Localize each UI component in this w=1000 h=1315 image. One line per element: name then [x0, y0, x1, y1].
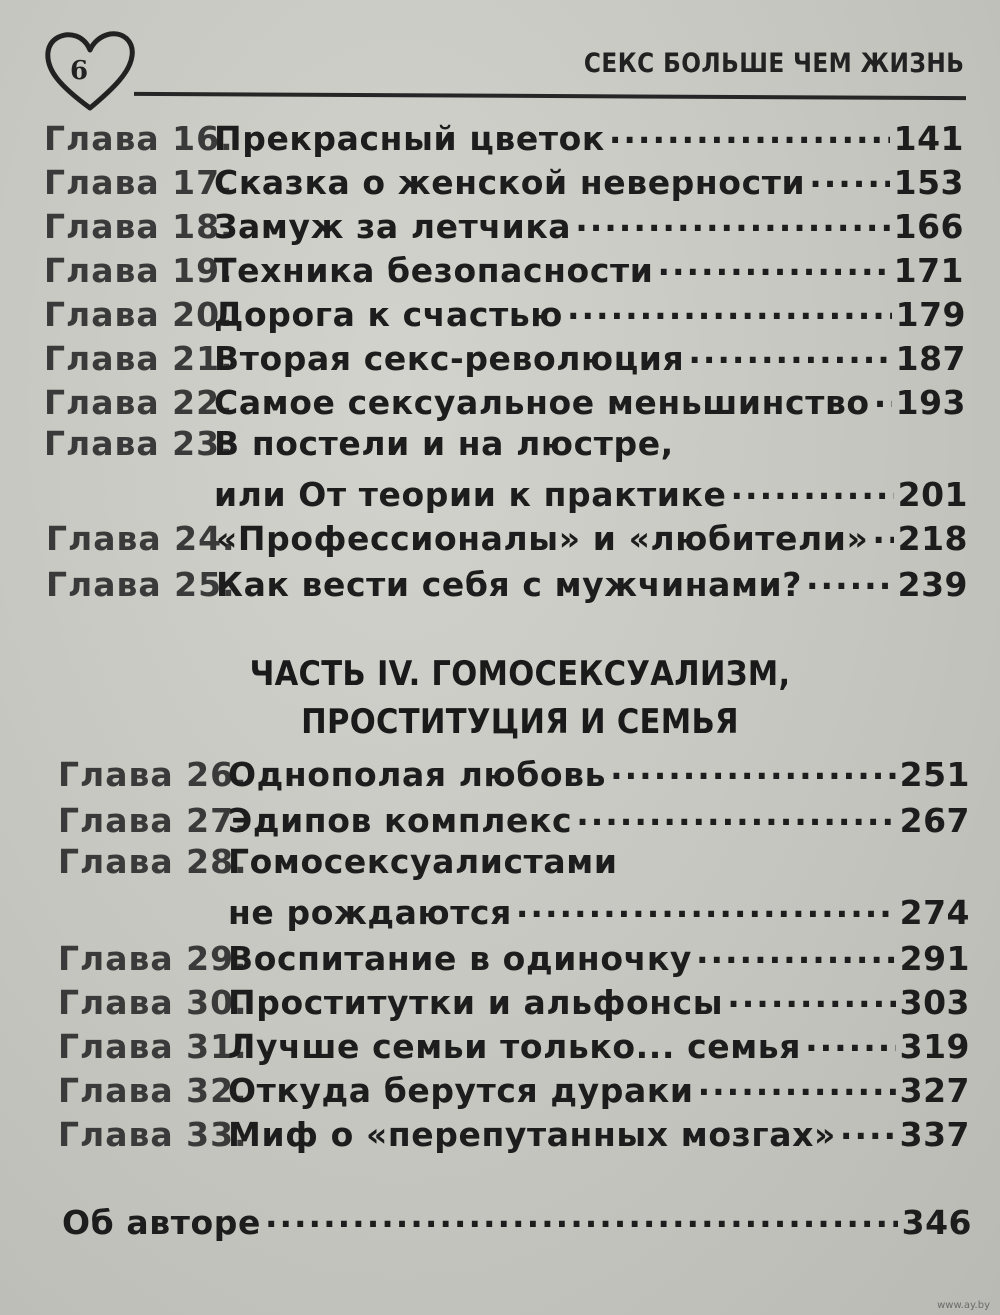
toc-entry: [44, 378, 966, 422]
chapter-title: Эдипов комплекс: [228, 801, 573, 840]
chapter-page: 274: [899, 893, 970, 932]
chapter-title: Сказка о женской неверности: [214, 163, 806, 202]
part-heading-line-2: ПРОСТИТУЦИЯ И СЕМЬЯ: [301, 702, 739, 742]
chapter-title: Как вести себя с мужчинами?: [216, 565, 803, 604]
toc-entry: [46, 560, 968, 604]
leader-dots: [698, 1066, 896, 1102]
chapter-page: 239: [897, 565, 968, 604]
chapter-label: Глава 30.: [58, 983, 248, 1022]
chapter-title-continuation: не рождаются: [228, 893, 512, 932]
leader-dots: [731, 470, 894, 506]
leader-dots: [809, 158, 889, 194]
leader-dots: [840, 1110, 896, 1146]
chapter-title: Замуж за летчика: [214, 207, 572, 246]
chapter-title: Откуда берутся дураки: [228, 1071, 694, 1110]
toc-entry: [58, 842, 970, 886]
toc-entry: [44, 424, 966, 468]
running-title: СЕКС БОЛЬШЕ ЧЕМ ЖИЗНЬ: [583, 48, 964, 79]
leader-dots: [872, 514, 893, 550]
chapter-page: 171: [893, 251, 964, 290]
toc-entry-about: [62, 1198, 972, 1242]
chapter-title: Миф о «перепутанных мозгах»: [228, 1115, 836, 1154]
chapter-page: 267: [899, 801, 970, 840]
chapter-label: Глава 26.: [58, 755, 248, 794]
chapter-label: Глава 23.: [44, 424, 234, 463]
chapter-title: Вторая секс-революция: [214, 339, 685, 378]
chapter-title: Самое сексуальное меньшинство: [214, 383, 870, 422]
toc-entry: [44, 290, 966, 334]
about-title: Об авторе: [62, 1203, 261, 1242]
leader-dots: [567, 290, 892, 326]
chapter-page: 303: [899, 983, 970, 1022]
leader-dots: [576, 796, 895, 832]
chapter-label: Глава 33.: [58, 1115, 248, 1154]
toc-entry: [44, 158, 964, 202]
chapter-title-continuation: или От теории к практике: [214, 475, 727, 514]
chapter-page: 337: [899, 1115, 970, 1154]
toc-entry: [58, 934, 970, 978]
chapter-page: 166: [893, 207, 964, 246]
chapter-page: 218: [897, 519, 968, 558]
chapter-label: Глава 31.: [58, 1027, 248, 1066]
chapter-label: Глава 22.: [44, 383, 234, 422]
chapter-label: Глава 29.: [58, 939, 248, 978]
leader-dots: [696, 934, 896, 970]
toc-entry: [58, 1110, 970, 1154]
toc-entry: [58, 978, 970, 1022]
chapter-page: 153: [893, 163, 964, 202]
chapter-label: Глава 25.: [46, 565, 236, 604]
chapter-title: Гомосексуалистами: [228, 842, 618, 881]
chapter-page: 327: [899, 1071, 970, 1110]
chapter-title: В постели и на люстре,: [214, 424, 674, 463]
chapter-page: 187: [895, 339, 966, 378]
chapter-label: Глава 20.: [44, 295, 234, 334]
leader-dots: [727, 978, 895, 1014]
toc-entry: [58, 1066, 970, 1110]
leader-dots: [516, 888, 896, 924]
chapter-label: Глава 16.: [44, 119, 234, 158]
watermark: www.ay.by: [937, 1300, 990, 1311]
chapter-label: Глава 28.: [58, 842, 248, 881]
toc-entry: [58, 750, 970, 794]
toc-entry: [58, 796, 970, 840]
chapter-page: 291: [899, 939, 970, 978]
leader-dots: [610, 750, 896, 786]
toc-entry-continuation: [214, 470, 968, 514]
leader-dots: [657, 246, 889, 282]
chapter-title: Проститутки и альфонсы: [228, 983, 724, 1022]
toc-entry: [58, 1022, 970, 1066]
leader-dots: [688, 334, 891, 370]
chapter-title: Дорога к счастью: [214, 295, 563, 334]
leader-dots: [265, 1198, 898, 1234]
chapter-page: 193: [895, 383, 966, 422]
chapter-title: Прекрасный цветок: [214, 119, 605, 158]
chapter-title: Однополая любовь: [228, 755, 607, 794]
part-heading-line-1: ЧАСТЬ IV. ГОМОСЕКСУАЛИЗМ,: [249, 654, 791, 694]
chapter-title: Лучше семьи только... семья: [228, 1027, 802, 1066]
chapter-title: «Профессионалы» и «любители»: [216, 519, 869, 558]
chapter-title: Техника безопасности: [214, 251, 654, 290]
toc-entry: [46, 514, 968, 558]
chapter-page: 201: [897, 475, 968, 514]
chapter-label: Глава 18.: [44, 207, 234, 246]
toc-entry-continuation: [228, 888, 970, 932]
toc-entry: [44, 334, 966, 378]
chapter-page: 141: [893, 119, 964, 158]
chapter-page: 319: [899, 1027, 970, 1066]
leader-dots: [609, 114, 890, 150]
chapter-page: 251: [899, 755, 970, 794]
chapter-label: Глава 17.: [44, 163, 234, 202]
chapter-label: Глава 27.: [58, 801, 248, 840]
leader-dots: [805, 1022, 896, 1058]
chapter-title: Воспитание в одиночку: [228, 939, 692, 978]
toc-entry: [44, 114, 964, 158]
leader-dots: [575, 202, 889, 238]
page-number: 6: [69, 56, 89, 86]
chapter-label: Глава 32.: [58, 1071, 248, 1110]
toc-entry: [44, 246, 964, 290]
leader-dots: [874, 378, 892, 414]
chapter-label: Глава 19.: [44, 251, 234, 290]
about-page: 346: [901, 1203, 972, 1242]
toc-entry: [44, 202, 964, 246]
header-rule: [134, 92, 966, 100]
chapter-label: Глава 24.: [46, 519, 236, 558]
chapter-page: 179: [895, 295, 966, 334]
chapter-label: Глава 21.: [44, 339, 234, 378]
leader-dots: [806, 560, 894, 596]
